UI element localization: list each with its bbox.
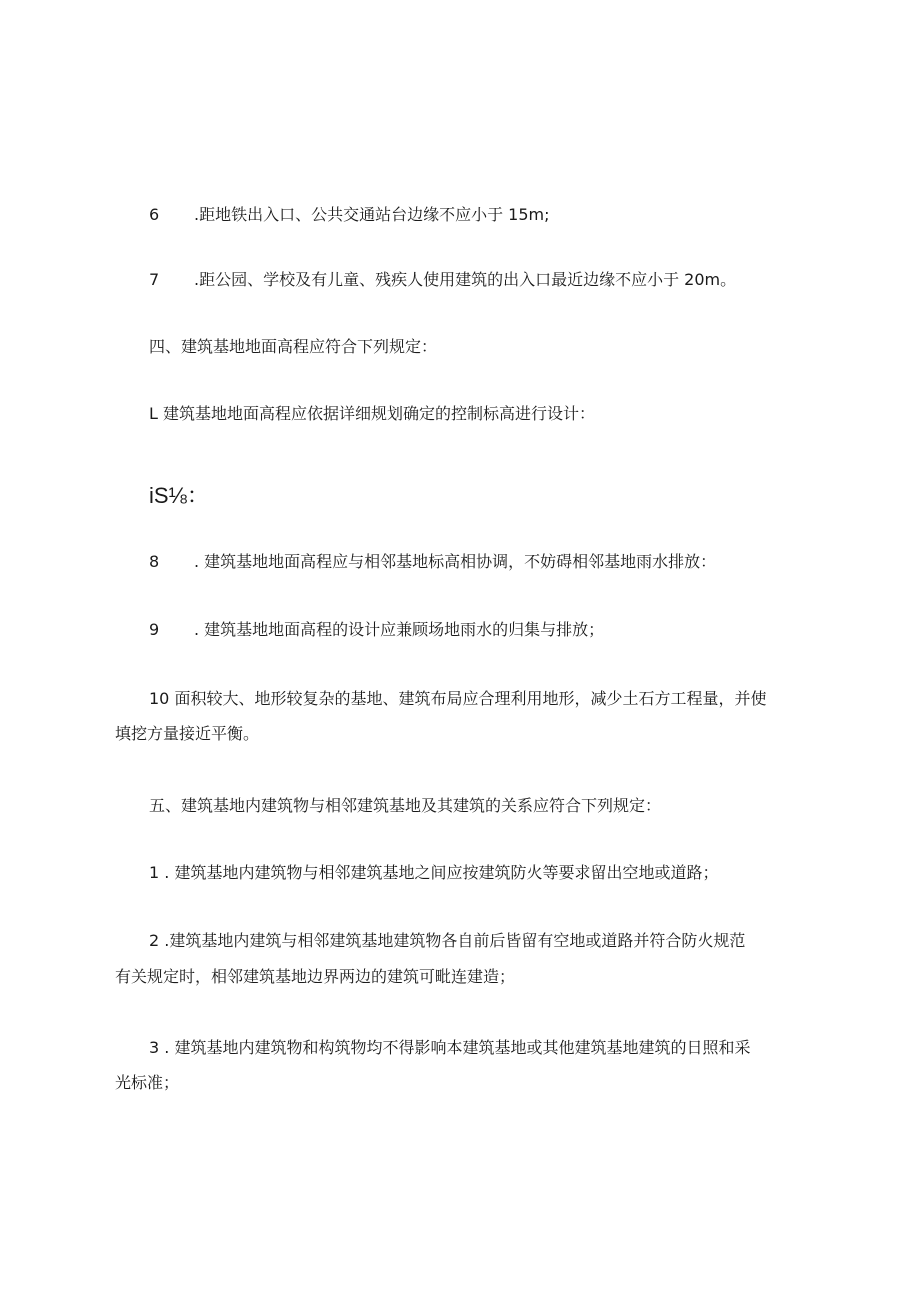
list-item-8-text bbox=[194, 551, 716, 573]
heading-text: 五、建筑基地内建筑物与相邻建筑基地及其建筑的关系应符合下列规定： bbox=[149, 796, 662, 815]
list-item-l bbox=[149, 403, 595, 425]
item-text: 1 . 建筑基地内建筑物与相邻建筑基地之间应按建筑防火等要求留出空地或道路； bbox=[149, 863, 719, 882]
section-heading-4 bbox=[149, 336, 437, 358]
list-item-1 bbox=[149, 862, 718, 884]
item-text-continued: 填挖方量接近平衡。 bbox=[115, 724, 260, 743]
item-number: 9 bbox=[149, 620, 160, 639]
item-text-continued: 光标准； bbox=[115, 1073, 180, 1092]
list-item-2-cont bbox=[115, 966, 515, 988]
list-item-7-text bbox=[194, 269, 736, 291]
item-number: 6 bbox=[149, 205, 160, 224]
item-text: .距公园、学校及有儿童、残疾人使用建筑的出入口最近边缘不应小于 20m。 bbox=[194, 270, 737, 289]
list-item-3-cont bbox=[115, 1072, 179, 1094]
list-item-10 bbox=[149, 688, 766, 710]
item-text-continued: 有关规定时，相邻建筑基地边界两边的建筑可毗连建造； bbox=[115, 967, 516, 986]
item-text: . 建筑基地地面高程应与相邻基地标高相协调，不妨碍相邻基地雨水排放： bbox=[194, 552, 717, 571]
list-item-9 bbox=[149, 619, 159, 641]
garbled-text bbox=[149, 482, 209, 510]
heading-text: 四、建筑基地地面高程应符合下列规定： bbox=[149, 337, 438, 356]
item-number: 8 bbox=[149, 552, 160, 571]
list-item-7 bbox=[149, 269, 159, 291]
item-text: 10 面积较大、地形较复杂的基地、建筑布局应合理利用地形，减少土石方工程量，并使 bbox=[149, 689, 767, 708]
item-text: 3 . 建筑基地内建筑物和构筑物均不得影响本建筑基地或其他建筑基地建筑的日照和采 bbox=[149, 1038, 751, 1057]
item-text: L 建筑基地地面高程应依据详细规划确定的控制标高进行设计： bbox=[149, 404, 596, 423]
list-item-3 bbox=[149, 1037, 750, 1059]
list-item-9-text bbox=[194, 619, 604, 641]
item-number: 7 bbox=[149, 270, 160, 289]
item-text: . 建筑基地地面高程的设计应兼顾场地雨水的归集与排放； bbox=[194, 620, 605, 639]
item-text: iS⅛： bbox=[149, 483, 209, 508]
item-text: 2 .建筑基地内建筑与相邻建筑基地建筑物各自前后皆留有空地或道路并符合防火规范 bbox=[149, 931, 746, 950]
list-item-6 bbox=[149, 204, 159, 226]
list-item-8 bbox=[149, 551, 159, 573]
section-heading-5 bbox=[149, 795, 661, 817]
list-item-6-text bbox=[194, 204, 550, 226]
item-text: .距地铁出入口、公共交通站台边缘不应小于 15m; bbox=[194, 205, 550, 224]
list-item-10-cont bbox=[115, 723, 259, 745]
list-item-2 bbox=[149, 930, 745, 952]
